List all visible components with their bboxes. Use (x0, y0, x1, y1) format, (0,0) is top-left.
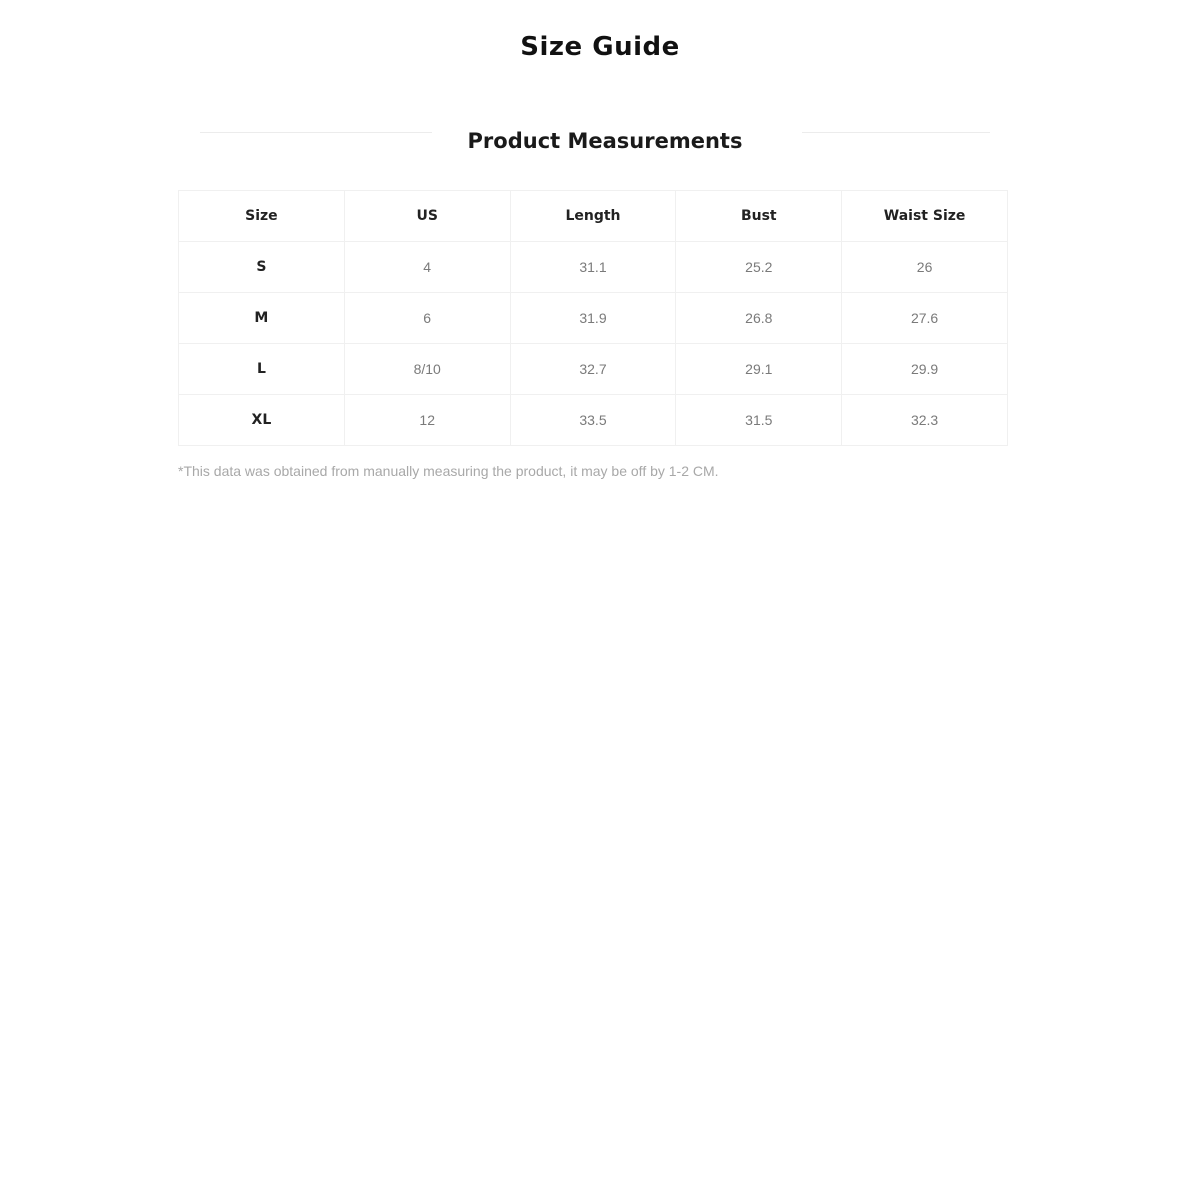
cell-bust: 25.2 (676, 242, 842, 293)
cell-length: 33.5 (510, 395, 676, 446)
measurement-disclaimer: *This data was obtained from manually measuring the product, it may be off by 1-2 CM. (178, 463, 719, 479)
cell-length: 32.7 (510, 344, 676, 395)
column-header-waist-size: Waist Size (842, 191, 1008, 242)
cell-size: M (179, 293, 345, 344)
cell-bust: 31.5 (676, 395, 842, 446)
cell-waist-size: 26 (842, 242, 1008, 293)
cell-size: L (179, 344, 345, 395)
column-header-bust: Bust (676, 191, 842, 242)
cell-waist-size: 32.3 (842, 395, 1008, 446)
table-row (179, 293, 1008, 344)
table-row (179, 242, 1008, 293)
column-header-us: US (344, 191, 510, 242)
cell-length: 31.9 (510, 293, 676, 344)
section-title: Product Measurements (467, 129, 743, 153)
page-title: Size Guide (520, 32, 680, 62)
cell-us: 12 (344, 395, 510, 446)
cell-us: 8/10 (344, 344, 510, 395)
section-header (180, 126, 1010, 160)
table-row (179, 344, 1008, 395)
size-table (178, 190, 1008, 446)
cell-us: 4 (344, 242, 510, 293)
cell-bust: 26.8 (676, 293, 842, 344)
table-row (179, 395, 1008, 446)
cell-size: XL (179, 395, 345, 446)
cell-waist-size: 27.6 (842, 293, 1008, 344)
column-header-length: Length (510, 191, 676, 242)
cell-bust: 29.1 (676, 344, 842, 395)
table-header-row (179, 191, 1008, 242)
cell-size: S (179, 242, 345, 293)
cell-waist-size: 29.9 (842, 344, 1008, 395)
cell-us: 6 (344, 293, 510, 344)
column-header-size: Size (179, 191, 345, 242)
cell-length: 31.1 (510, 242, 676, 293)
